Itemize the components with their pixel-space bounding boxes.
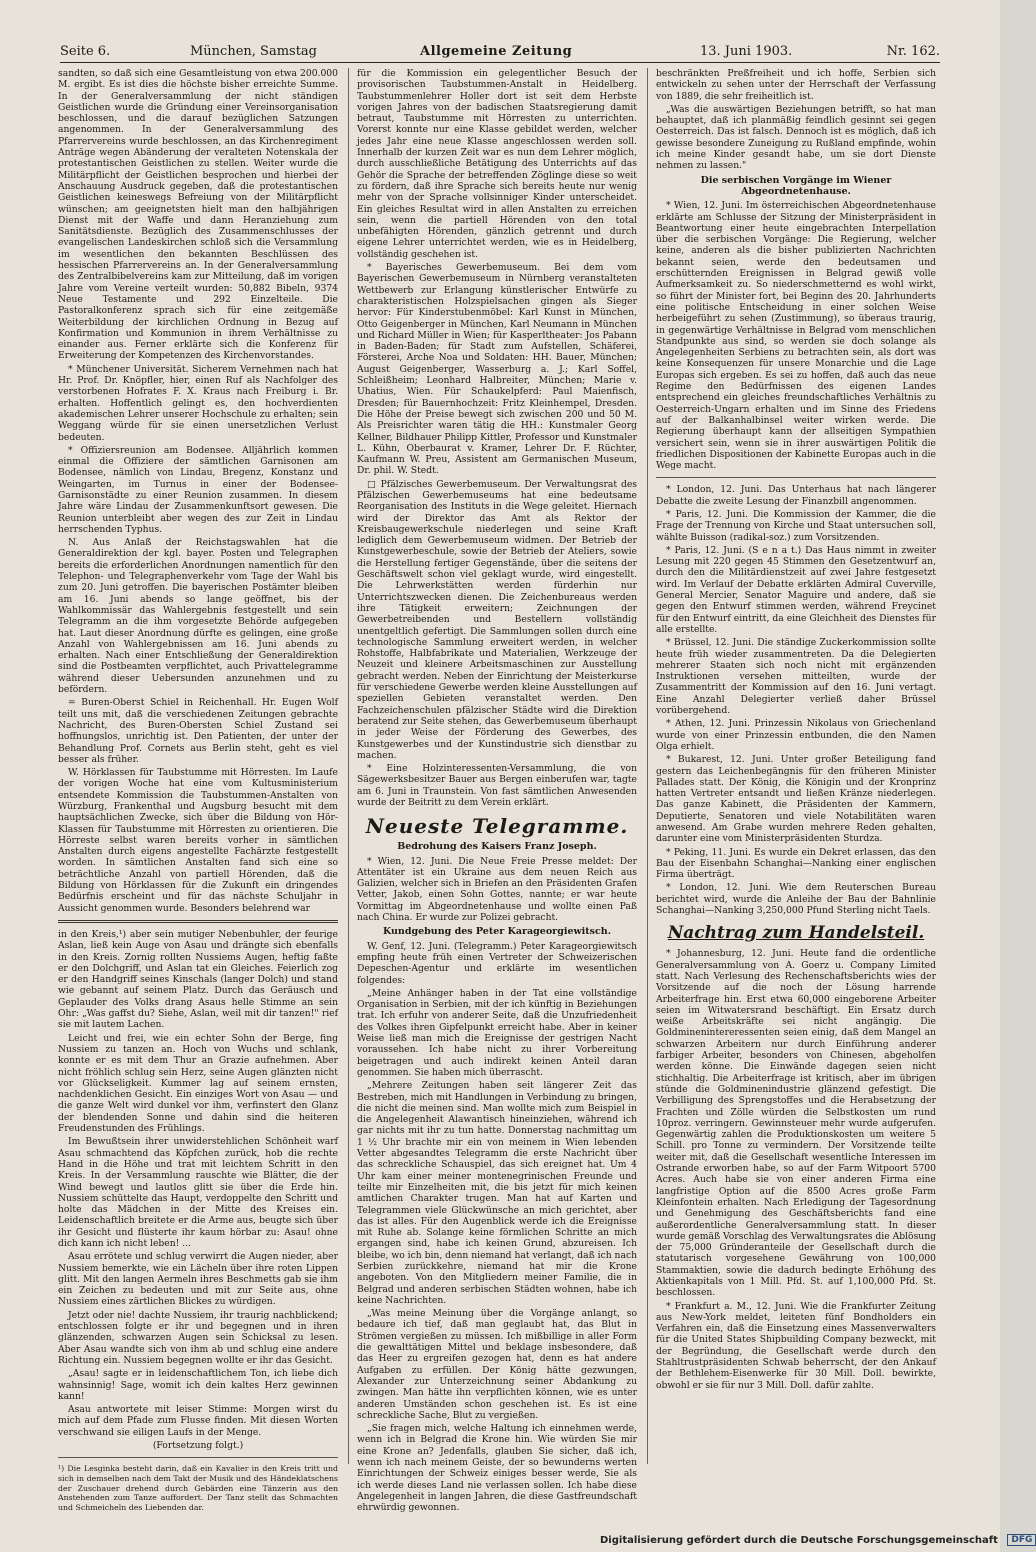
telegram-paris-senat: * Paris, 12. Juni. (S e n a t.) Das Haus nimmt in zweiter Lesung mit 220 gegen 45 Stimmen den Gesetzentwurf an, durch den die Militärdienstzeit auf zwei Jahre festgesetzt wird. Im Verlauf der Debatte erklärten Admiral Cuverville, General Mercier, Senator Maguire und andere, daß sie gegen den Entwurf stimmen werden, während Freycinet für den Entwurf eintritt, da eine Gleichheit des Dienstes für alle erstellte. [656, 544, 936, 635]
page-header [60, 42, 940, 63]
subheading: Die serbischen Vorgänge im Wiener Abgeordnetenhause. [700, 174, 892, 197]
feuilleton-divider [58, 920, 338, 923]
article-text: für die Kommission ein gelegentlicher Besuch der provisorischen Taubstummen-Anstalt in Heidelberg. Taubstummenlehrer Holler dort ist seit dem Herbste vorigen Jahres von der badischen Staatsregierung damit betraut, Taubstumme mit Hörresten zu unterrichten. Vorerst konnte nur eine Klasse gebildet werden, welcher jedes Jahr eine neue Klasse angeschlossen werden soll. Innerhalb der kurzen Zeit war es nun dem Lehrer möglich, durch ausschließliche Betätigung des Unterrichts auf das Gehör die Sprache der betreffenden Zöglinge diese so weit zu fördern, daß ihre Sprache sich bereits heute nur wenig mehr von der Sprache vollsinniger Kinder unterscheidet. Ein gleiches Resultat wird in allen Anstalten zu erreichen sein, wenn die partiell Hörenden von den total unbefähigten Hörenden, gänzlich getrennt und durch eigene Lehrer unterrichtet werden, wie es in Heidelberg, vollständig geschehen ist. [357, 68, 637, 260]
footnote: ¹) Die Lesginka besteht darin, daß ein Kavalier in den Kreis tritt und sich in demselben nach dem Takt der Musik und des Händeklatschens der Zuschauer drehend durch Gebärden eine Tänzerin aus den Anstehenden zum Tanze auffordert. Der Tanz stellt das Schmachten und Schmeicheln des Liebenden dar. [58, 1464, 338, 1512]
telegram-text: „Was meine Meinung über die Vorgänge anlangt, so bedaure ich tief, daß man geglaubt hat, das Blut in Strömen vergießen zu müssen. Ich mißbillige in aller Form die gewalttätigen Mittel und beklage insbesondere, daß das Heer zu ergreifen gezogen hat, denn es hat andere Aufgaben zu erfüllen. Der König hätte gezwungen, Alexander zur Unterzeichnung seiner Abdankung zu zwingen. Man hätte ihn verpflichten können, wie es unter anderen Umständen schon geschehen ist. Es ist eine schreckliche Sache, Blut zu vergießen. [357, 1308, 637, 1421]
section-heading-telegramme: Neueste Telegramme. [365, 814, 629, 839]
telegram-text: beschränkten Preßfreiheit und ich hoffe, Serbien sich entwickeln zu sehen unter der Herrschaft der Verfassung von 1889, die sehr freiheitlich ist. [656, 68, 936, 102]
telegram-text: „Sie fragen mich, welche Haltung ich einnehmen werde, wenn ich in Belgrad die Krone hin. Wie würden Sie mir eine Krone an? Jedenfalls, glauben Sie sicher, daß ich, wenn ich nach meinem Geiste, der so bewunderns werten Einrichtungen der Schweiz einiges besser werde, Sie als ich werde dieses Land nie verlassen sollen. Ich habe diese Angelegenheit in langen Jahren, die diese Gastfreundschaft ehrwürdig gewonnen. [357, 1423, 637, 1514]
issue-number: Nr. 162. [886, 44, 940, 59]
digitization-text: Digitalisierung gefördert durch die Deutsche Forschungsgemeinschaft [600, 1535, 998, 1546]
article-universitaet: * Münchener Universität. Sicherem Vernehmen nach hat Hr. Prof. Dr. Knöpfler, hier, einen Ruf als Nachfolger des verstorbenen Hofrates F. X. Kraus nach Freiburg i. Br. erhalten. Hoffentlich gelingt es, den hochverdienten akademischen Lehrer unserer Hochschule zu erhalten; sein Weggang würde für sie einen unersetzlichen Verlust bedeuten. [58, 363, 338, 443]
telegram-london-reuter: * London, 12. Juni. Wie dem Reuterschen Bureau berichtet wird, wurde die Anleihe der Bau der Bahnlinie Schanghai—Nanking 3,250,000 Pfund Sterling nicht Taels. [656, 882, 936, 917]
feuilleton-text: Asau antwortete mit leiser Stimme: Morgen wirst du mich auf dem Pfade zum Flusse finden. Mit diesen Worten verschwand sie eiligen Laufs in der Menge. [58, 1404, 338, 1438]
subheading: Bedrohung des Kaisers Franz Joseph. [397, 841, 597, 853]
section-heading-handelsteil: Nachtrag zum Handelsteil. [667, 923, 925, 944]
column-left [58, 68, 338, 1512]
dfg-logo: DFG [1007, 1534, 1036, 1546]
telegram-frankfurt: * Frankfurt a. M., 12. Juni. Wie die Frankfurter Zeitung aus New-York meldet, leiteten fünf Bondholders ein Verfahren ein, daß die Einsetzung eines Massenverwalters für die United States Shipbuilding Company bezweckt, mit der Begründung, die Gesellschaft werde durch den Stahltrustpräsidenten Schwab beherrscht, der den Ankauf der Bethlehem-Eisenwerke für 30 Mill. Doll. bewirkte, obwohl er sie für nur 3 Mill. Doll. dafür zahlte. [656, 1300, 936, 1391]
telegram-text: „Meine Anhänger haben in der Tat eine vollständige Organisation in Serbien, mit der ich künftig in Beziehungen trat. Ich erfuhr von anderer Seite, daß die Unzufriedenheit des Volkes ihren Gipfelpunkt erreicht habe. Aber in keiner Weise ließ man mich die Ereignisse der gestrigen Nacht voraussehen. Ich habe nicht zu ihrer Vorbereitung beigetragen und auch indirekt keinen Anteil daran genommen. Sie haben mich überrascht. [357, 987, 637, 1078]
telegram-paris: * Paris, 12. Juni. Die Kommission der Kammer, die die Frage der Trennung von Kirche und Staat untersuchen soll, wählte Buisson (radikal-soz.) zum Vorsitzenden. [656, 508, 936, 543]
footnote-rule [58, 1457, 338, 1458]
article-offiziersreunion: * Offiziersreunion am Bodensee. Alljährlich kommen einmal die Offiziere der sämtlichen Garnisonen am Bodensee, nämlich von Lindau, Bregenz, Konstanz und Weingarten, im Turnus in einer der Bodensee-Garnisonstädte zu einer Reunion zusammen. In diesem Jahre wäre Lindau der Zusammenkunftsort gewesen. Die Reunion unterbleibt aber wegen des zur Zeit in Lindau herrschenden Typhus. [58, 444, 338, 535]
article-pfaelzisches-museum: □ Pfälzisches Gewerbemuseum. Der Verwaltungsrat des Pfälzischen Gewerbemuseums hat eine bedeutsame Reorganisation des Instituts in die Wege geleitet. Hiernach wird der Direktor das Amt als Rektor der Kreisbaugewerkschule niederlegen und seine Kraft lediglich dem Gewerbemuseum widmen. Der Betrieb der Kunstgewerbeschule, sowie der Betrieb der Ateliers, sowie die Herstellung fertiger Gegenstände, über die seitens der Geschäftswelt schon viel geklagt wurde, wird eingestellt. Die Lehrwerkstätten werden fürderhin nur Unterrichtszwecken dienen. Die Zeichenbureaus werden ihre Tätigkeit erweitern; Zeichnungen der Gewerbetreibenden und Bestellern vollständig unentgeltlich gefertigt. Die Sammlungen sollen durch eine technologische Sammlung erweitert werden, in welcher Rohstoffe, Halbfabrikate und Materialien, Werkzeuge der Neuzeit und kleinere Arbeitsmaschinen zur Ausstellung gebracht werden. Neben der Einrichtung der Meisterkurse für verschiedene Gewerbe werden kleine Ausstellungen auf speziellen Gebieten veranstaltet werden. Den Fachzeichenschulen pfälzischer Städte wird die Direktion beratend zur Seite stehen, das Gewerbemuseum überhaupt in jeder Weise der Förderung des Gewerbes, des Kunstgewerbes und der Kunstindustrie sich dienstbar zu machen. [357, 478, 637, 761]
telegram-genf: W. Genf, 12. Juni. (Telegramm.) Peter Karageorgiewitsch empfing heute früh einen Vertreter der Schweizerischen Depeschen-Agentur und erklärte im wesentlichen folgendes: [357, 940, 637, 986]
divider [656, 477, 936, 478]
telegram-text: „Mehrere Zeitungen haben seit längerer Zeit das Bestreben, mich mit Handlungen in Verbindung zu bringen, die nicht die meinen sind. Man wollte mich zum Beispiel in die Angelegenheit Alawantisch hineinziehen, während ich gar nichts mit ihr zu tun hatte. Donnerstag nachmittag um 1 ½ Uhr brachte mir ein von meinem in Wien lebenden Vetter abgesandtes Telegramm die erste Nachricht über das schreckliche Schauspiel, das sich ereignet hat. Um 4 Uhr kam einer meiner montenegrinischen Freunde und teilte mir Einzelheiten mit, die bis jetzt für mich keinen amtlichen Charakter trugen. Man hat auf Karten und Telegrammen viele Glückwünsche an mich gerichtet, aber das ist alles. Für den Augenblick werde ich die Ereignisse mit Ruhe ab. Solange keine förmlichen Schritte an mich ergangen sind, habe ich keinen Grund, abzureisen. Ich bleibe, wo ich bin, denn niemand hat verlangt, daß ich nach Serbien zurückkehre, niemand hat mir die Krone angeboten. Von den Mitgliedern meiner Familie, die in Belgrad und anderen serbischen Städten wohnen, habe ich keine Nachrichten. [357, 1080, 638, 1306]
column-divider [348, 68, 349, 1464]
article-hoerklassen: W. Hörklassen für Taubstumme mit Hörresten. Im Laufe der vorigen Woche hat eine vom Kultusministerium entsendete Kommission die Taubstummen-Anstalten von Würzburg, Frankenthal und Augsburg besucht mit dem hauptsächlichen Zwecke, sich über die Bildung von Hör-Klassen für Taubstumme mit Hörresten zu orientieren. Die Hörreste selbst waren bereits vorher in sämtlichen Anstalten durch eigens angestellte Fachärzte festgestellt worden. In sämtlichen Anstalten fand sich eine so beträchtliche Anzahl von partiell Hörenden, daß die Bildung von Hörklassen für die Zukunft ein dringendes Bedürfnis erscheint und für das nächste Schuljahr in Aussicht genommen wurde. Besonders belehrend war [58, 767, 338, 914]
telegram-wien: * Wien, 12. Juni. Die Neue Freie Presse meldet: Der Attentäter ist ein Ukraine aus dem neuen Reich aus Galizien, welcher sich in Briefen an den Präsidenten Grafen Vetter, Jakob, einen Sohn Gottes, nannte; er war heute Vormittag im Abgeordnetenhause und wollte einen Paß nach China. Er wurde zur Polizei gebracht. [357, 855, 637, 924]
feuilleton-text: „Asau! sagte er in leidenschaftlichem Ton, ich liebe dich wahnsinnig! Sage, womit ich dein kaltes Herz gewinnen kann! [58, 1368, 338, 1402]
digitization-credit [600, 1534, 1033, 1550]
telegram-peking: * Peking, 11. Juni. Es wurde ein Dekret erlassen, das den Bau der Eisenbahn Schanghai—Nanking einer englischen Firma überträgt. [656, 846, 936, 881]
telegram-wien-abgeordnetenhaus: * Wien, 12. Juni. Im österreichischen Abgeordnetenhause erklärte am Schlusse der Sitzung der Ministerpräsident in Beantwortung einer heute eingebrachten Interpellation über die serbischen Vorgänge: Die Regierung, welcher keine, anderen als die bisher publizierten Nachrichten bekannt seien, werde den bedeutsamen und erschütternden Ereignissen in Belgrad gewiß volle Aufmerksamkeit zu. So niederschmetternd es wohl wirkt, so führt der Minister fort, bei Beginn des 20. Jahrhunderts eine politische Entscheidung in einer solchen Weise herbeigeführt zu sehen (Zustimmung), so überaus traurig, in gegenwärtige Verhältnisse in Belgrad vom menschlichen Standpunkte aus sind, so werden sie doch solange als Angelegenheiten Serbiens zu betrachten sein, als dort was keine Konsequenzen für unsere Monarchie und die Lage Europas sich ergeben. Es sei zu hoffen, daß auch das neue Regime den Bedürfnissen des eigenen Landes entsprechend ein gleiches freundschaftliches Verhältnis zu Oesterreich-Ungarn erhalten und im Sinne des Friedens auf der Balkanhalbinsel weiter wirken werde. Die Regierung überhaupt kann der allseitigen Sympathien versichert sein, wenn sie in ihrer auswärtigen Politik die friedlichen Dispositionen der Kabinette Europas auch in die Wege macht. [656, 200, 936, 472]
feuilleton-text: in den Kreis,¹) aber sein mutiger Nebenbuhler, der feurige Aslan, ließ kein Auge von Asau und drängte sich ebenfalls in den Kreis. Zornig rollten Nussiems Augen, heftig faßte er den Dolchgriff, und Aslan tat ein Gleiches. Feierlich zog er den Handgriff seines Kinschals (langer Dolch) und stand wie gebannt auf seinem Platz. Durch das Geräusch und Geplauder des Volks drang Asaus helle Stimme an sein Ohr: „Was gaffst du? Siehe, Aslan, weil mit dir tanzen!" rief sie mit lautem Lachen. [58, 928, 338, 1031]
telegram-bruessel: * Brüssel, 12. Juni. Die ständige Zuckerkommission sollte heute früh wieder zusammentreten. Da die Delegierten mehrerer Staaten sich noch nicht mit ergänzenden Instruktionen versehen mitteilten, wurde der Zusammentritt der Kommission auf den 16. Juni vertagt. Eine Anzahl Delegierter verließ daher Brüssel vorübergehend. [656, 637, 936, 717]
issue-date: 13. Juni 1903. [700, 44, 793, 59]
place-day: München, Samstag [190, 44, 317, 59]
feuilleton-text: Asau errötete und schlug verwirrt die Augen nieder, aber Nussiem bemerkte, wie ein Lächeln über ihre roten Lippen glitt. Mit den langen Aermeln ihres Beschmetts gab sie ihm ein Zeichen zu bedeuten und mit zur Seite aus, ohne Nussiem eines zärtlichen Blickes zu würdigen. [58, 1251, 338, 1308]
feuilleton-text: Jetzt oder nie! dachte Nussiem, ihr traurig nachblickend; entschlossen folgte er ihr und begegnen und in ihren glänzenden, schwarzen Augen sein Schicksal zu lesen. Aber Asau wandte sich von ihm ab und schlug eine andere Richtung ein. Nussiem begegnen wollte er ihr das Gesicht. [58, 1309, 338, 1366]
column-right [656, 68, 936, 1464]
newspaper-title: Allgemeine Zeitung [420, 44, 573, 59]
feuilleton-text: Leicht und frei, wie ein echter Sohn der Berge, fing Nussiem zu tanzen an. Hoch von Wuchs und schlank, konnte er es mit dem Thur an Grazie aufnehmen. Aber nicht fröhlich schlug sein Herz, seine Augen glänzten nicht vor Glückseligkeit. Kummer lag auf seinem ernsten, nachdenklichen Gesicht. Ein einziges Wort von Asau — und die ganze Welt wird dunkel vor ihm, verfinstert den Glanz der blendenden Sonne und dahin sind die heiteren Freudenstunden des Frühlings. [58, 1032, 338, 1135]
article-holzinteressenten: * Eine Holzinteressenten-Versammlung, die von Sägewerksbesitzer Bauer aus Bergen einberufen war, tagte am 6. Juni in Traunstein. Von fast sämtlichen Anwesenden wurde der Beitritt zu dem Verein erklärt. [357, 763, 637, 808]
telegram-text: „Was die auswärtigen Beziehungen betrifft, so hat man behauptet, daß ich planmäßig feindlich gesinnt sei gegen Oesterreich. Das ist falsch. Dennoch ist es möglich, daß ich gewisse besondere Zuneigung zu Rußland empfinde, wohin ich meine Kinder gesandt habe, um sie dort Dienste nehmen zu lassen." [656, 103, 936, 172]
telegram-london: * London, 12. Juni. Das Unterhaus hat nach längerer Debatte die zweite Lesung der Finanzbill angenommen. [656, 484, 936, 507]
feuilleton-text: Im Bewußtsein ihrer unwiderstehlichen Schönheit warf Asau schmachtend das Köpfchen zurück, hob die rechte Hand in die Höhe und trat mit leichtem Schritt in den Kreis. In der Versammlung rauschte wie Blätter, die der Wind bewegt und lautlos glitt sie über die Erde hin. Nussiem schüttelte das Haupt, verdoppelte den Schritt und holte das Mädchen in der Mitte des Kreises ein. Leidenschaftlich breitete er die Arme aus, beugte sich über ihr Gesicht und flüsterte ihr kaum hörbar zu: Asau! ohne dich kann ich nicht leben! ... [58, 1136, 338, 1249]
subheading: Kundgebung des Peter Karageorgiewitsch. [382, 926, 612, 938]
column-divider [647, 68, 648, 1464]
article-text: sandten, so daß sich eine Gesamtleistung von etwa 200.000 M. ergibt. Es ist dies die höchste bisher erreichte Summe. In der Generalversammlung der nicht ständigen Geistlichen wurde die Gründung einer Vereinsorganisation beschlossen, und die darauf bezüglichen Satzungen angenommen. In der Generalversammlung des Pfarrervereins wurde beschlossen, an das Kirchenregiment Anträge wegen Abänderung der veralteten Notenskala der protestantischen Geistlichen zu stellen. Weiter wurde die Militärpflicht der Geistlichen besprochen und hierbei der Anschauung Ausdruck gegeben, daß die protestantischen Geistlichen keineswegs Befreiung von der Militärpflicht wünschen; am geeignetsten hielt man den halbjährigen Dienst mit der Waffe und dann Heranziehung zum Sanitätsdienste. Bezüglich des Zusammenschlusses der evangelischen Landeskirchen schloß sich die Versammlung im wesentlichen den bekannten Beschlüssen des hessischen Pfarrervereins an. In der Generalversammlung des Zentralbibelvereins kam zur Mitteilung, daß im vorigen Jahre vom Vereine verteilt wurden: 50,882 Bibeln, 9374 Neue Testamente und 292 Einzelteile. Die Pastoralkonferenz sprach sich für eine zeitgemäße Weiterbildung der kirchlichen Ordnung in Bezug auf Konfirmation und Kommunion in ihrem Verhältnisse zu einander aus. Ferner erklärte sich die Konferenz für Erweiterung der Kompetenzen des Kirchenvorstandes. [58, 68, 338, 362]
continuation-note: (Fortsetzung folgt.) [152, 1440, 244, 1452]
telegram-johannesburg: * Johannesburg, 12. Juni. Heute fand die ordentliche Generalversammlung von A. Goerz u. Company Limited statt. Nach Verlesung des Rechenschaftsberichts wies der Vorsitzende auf die noch der Lösung harrende Arbeiterfrage hin. Erst etwa 60,000 eingeborene Arbeiter seien im Witwatersrand beschäftigt. Ein Ersatz durch weiße Arbeitskräfte sei nicht angängig. Die Goldminenintereressenten seien einig, daß dem Mangel an schwarzen Arbeitern nur durch Einführung anderer farbiger Arbeiter, besonders von Chinesen, abgeholfen werden könne. Die Einwände dagegen seien nicht stichhaltig. Die Arbeiterfrage ist kritisch, aber im übrigen stünde die Goldminenindustrie glänzend gefestigt. Die Verbilligung des Sprengstoffes und die Herabsetzung der Frachten und Zölle würden die Selbstkosten um rund 10proz. verringern. Gewinnsteuer mehr wurde aufgerufen. Gegenwärtig zahlen die Produktionskosten um weitere 5 Schill. pro Tonne zu vermindern. Der Vorsitzende teilte weiter mit, daß die Gesellschaft wesentliche Interessen im Ostrande erworben habe, so auf der Farm Witpoort 5700 Acres. Auch habe sie von einer anderen Firma eine langfristige Option auf die 8500 Acres große Farm Kleinfontein erhalten. Nach Erledigung der Tagesordnung und Genehmigung des Geschäftsberichts fand eine außerordentliche Generalversammlung statt. In dieser wurde gemäß Vorschlag des Verwaltungsrates die Ablösung der 75,000 Gründeranteile der Gesellschaft durch die statutarisch vorgesehene Gewährung von 100,000 Stammaktien, sowie die dadurch bedingte Erhöhung des Aktienkapitals von 1 Mill. Pfd. St. auf 1,100,000 Pfd. St. beschlossen. [656, 948, 936, 1299]
article-buren-oberst: = Buren-Oberst Schiel in Reichenhall. Hr. Eugen Wolf teilt uns mit, daß die verschiedenen Zeitungen gebrachte Nachricht, des Buren-Obersten Schiel Zustand sei hoffnungslos, unrichtig ist. Den Patienten, der unter der Behandlung Prof. Cornets aus Berlin steht, geht es viel besser als früher. [58, 697, 338, 765]
article-reichstagswahlen: N. Aus Anlaß der Reichstagswahlen hat die Generaldirektion der kgl. bayer. Posten und Telegraphen bereits die erforderlichen Anordnungen namentlich für den Telephon- und Telegraphenverkehr vom Tage der Wahl bis zum 20. Juni getroffen. Die bayerischen Postämter bleiben am 16. Juni abends so lange geöffnet, bis der Wahlkommissär das Wahlergebnis festgestellt und sein Telegramm an die ihm vorgesetzte Behörde aufgegeben hat. Laut dieser Anordnung dürfte es gelingen, eine große Anzahl von Wahlergebnissen am 16. Juni abends zu erhalten. Nach einer Entschließung der Generaldirektion sind die Postbeamten verpflichtet, auch Privattelegramme während dieser Uebersunden anzunehmen und zu befördern. [58, 537, 338, 696]
telegram-athen: * Athen, 12. Juni. Prinzessin Nikolaus von Griechenland wurde von einer Prinzessin entbunden, die den Namen Olga erhielt. [656, 718, 936, 752]
page-number: Seite 6. [60, 44, 111, 59]
article-gewerbemuseum: * Bayerisches Gewerbemuseum. Bei dem vom Bayerischen Gewerbemuseum in Nürnberg veranstalteten Wettbewerb zur Erlangung künstlerischer Entwürfe zu charakteristischen Holzspielsachen gingen als Sieger hervor: Für Kinderstubenmöbel: Karl Kunst in München, Otto Geigenberger in München, Karl Neumann in München und Richard Müller in Wien; für Kasperltheater: Jos Pabann in Baden-Baden; für Stadt zum Aufstellen, Schäferei, Försterei, Arche Noa und Soldaten: HH. Bauer, München; August Geigenberger, Wasserburg a. J.; Karl Soffel, Schleißheim; Leonhard Halbreiter, München; Marie v. Uhatius, Wien. Für Schaukelpferd: Paul Maienfisch, Dresden; für Bauernhochzeit: Fritz Kleinhempel, Dresden. Die Höhe der Preise bewegt sich zwischen 200 und 50 M. Als Preisrichter waren tätig die HH.: Kunstmaler Georg Kellner, Bildhauer Philipp Kittler, Professor und Kunstmaler L. Kühn, Oberbaurat v. Kramer, Lehrer Dr. F. Rüchter, Kaufmann W. Preu, Assistent am Germanischen Museum, Dr. phil. W. Stedt. [357, 262, 637, 477]
column-middle [357, 68, 638, 1514]
telegram-bukarest: * Bukarest, 12. Juni. Unter großer Beteiligung fand gestern das Leichenbegängnis für den früheren Minister Pallades statt. Der König, die Königin und der Kronprinz hatten Vertreter entsandt und ließen Kränze niederlegen. Das ganze Kabinett, die Präsidenten der Kammern, Deputierte, Senatoren und viele Notabilitäten waren anwesend. Am Grabe wurden mehrere Reden gehalten, darunter eine vom Ministerpräsidenten Sturdza. [656, 754, 936, 845]
